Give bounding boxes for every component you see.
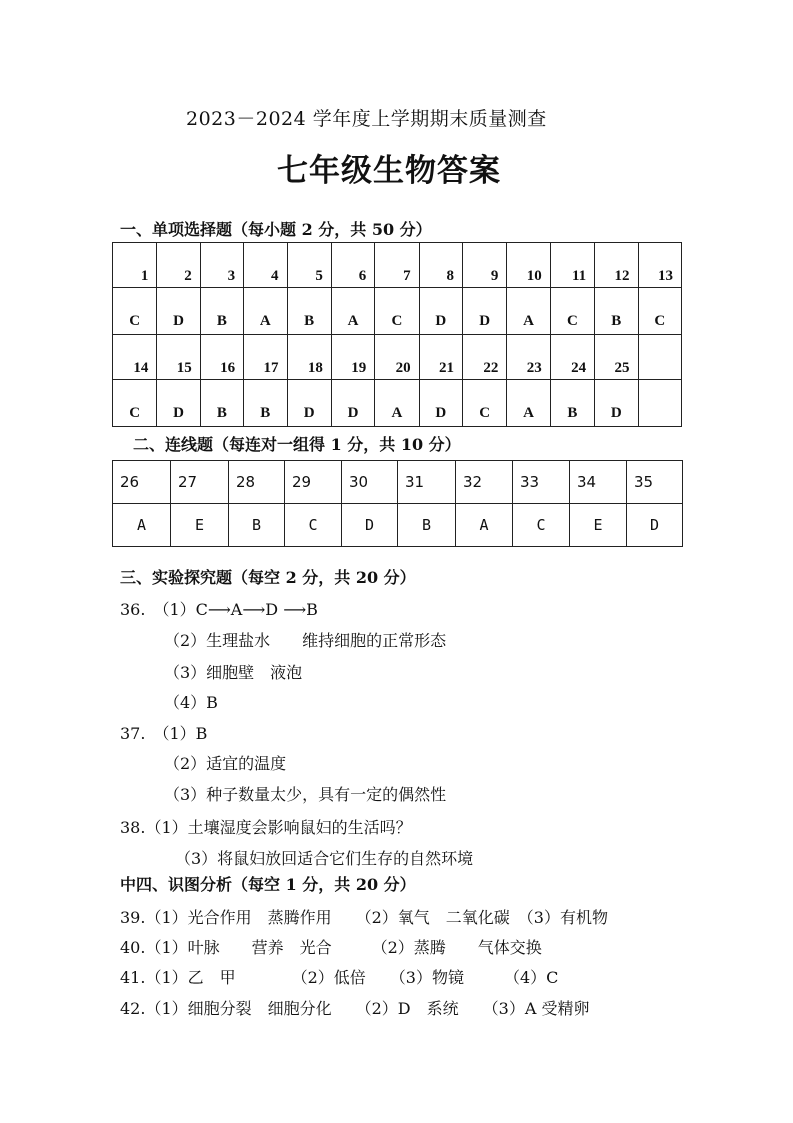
answer-row bbox=[113, 380, 682, 427]
question-number-cell: 28 bbox=[229, 461, 285, 504]
question-number-cell: 35 bbox=[627, 461, 683, 504]
question-number-cell: 15 bbox=[157, 335, 200, 380]
answer-cell: A bbox=[507, 288, 550, 335]
question-number-cell: 24 bbox=[550, 335, 594, 380]
q37-part1: 37. （1）B bbox=[120, 724, 208, 743]
answer-cell: B bbox=[200, 288, 243, 335]
multiple-choice-answer-table bbox=[112, 242, 682, 427]
question-number-cell: 1 bbox=[113, 243, 157, 288]
question-number-cell: 20 bbox=[375, 335, 419, 380]
answer-cell: D bbox=[595, 380, 638, 427]
question-number-cell: 27 bbox=[171, 461, 229, 504]
question-number-cell bbox=[638, 335, 682, 380]
q42-answer: 42.（1）细胞分裂 细胞分化 （2）D 系统 （3）A 受精卵 bbox=[120, 999, 590, 1018]
question-number-cell: 14 bbox=[113, 335, 157, 380]
answer-cell: A bbox=[507, 380, 550, 427]
q37-part2: （2）适宜的温度 bbox=[164, 754, 287, 773]
q36-part1: 36. （1）C⟶A⟶D ⟶B bbox=[120, 600, 318, 619]
answer-cell: D bbox=[157, 380, 200, 427]
answer-cell: D bbox=[419, 380, 462, 427]
question-number-row bbox=[113, 461, 683, 504]
matching-answer-table bbox=[112, 460, 683, 547]
answer-cell: B bbox=[287, 288, 331, 335]
answer-cell: D bbox=[419, 288, 462, 335]
question-number-cell: 7 bbox=[375, 243, 419, 288]
question-number-cell: 8 bbox=[419, 243, 462, 288]
question-number-cell: 13 bbox=[638, 243, 682, 288]
question-number-cell: 19 bbox=[331, 335, 374, 380]
q36-part2: （2）生理盐水 维持细胞的正常形态 bbox=[164, 631, 447, 650]
q38-part3: （3）将鼠妇放回适合它们生存的自然环境 bbox=[175, 849, 474, 868]
answer-cell: B bbox=[595, 288, 638, 335]
question-number-cell: 6 bbox=[331, 243, 374, 288]
question-number-cell: 17 bbox=[244, 335, 287, 380]
section3-heading: 三、实验探究题（每空 2 分，共 20 分） bbox=[120, 568, 416, 587]
answer-cell: A bbox=[113, 504, 171, 547]
answer-cell: D bbox=[157, 288, 200, 335]
question-number-row bbox=[113, 335, 682, 380]
answer-cell: D bbox=[627, 504, 683, 547]
answer-cell: B bbox=[244, 380, 287, 427]
answer-cell: B bbox=[200, 380, 243, 427]
question-number-cell: 12 bbox=[595, 243, 638, 288]
answer-cell: A bbox=[375, 380, 419, 427]
answer-cell: E bbox=[171, 504, 229, 547]
answer-cell: A bbox=[331, 288, 374, 335]
answer-cell: C bbox=[113, 288, 157, 335]
answer-row bbox=[113, 504, 683, 547]
answer-cell: C bbox=[638, 288, 682, 335]
answer-cell: D bbox=[331, 380, 374, 427]
answer-cell: D bbox=[287, 380, 331, 427]
answer-cell: B bbox=[550, 380, 594, 427]
q37-part3: （3）种子数量太少，具有一定的偶然性 bbox=[164, 785, 447, 804]
question-number-cell: 34 bbox=[570, 461, 627, 504]
answer-cell: C bbox=[550, 288, 594, 335]
exam-subtitle: 2023－2024 学年度上学期期末质量测查 bbox=[186, 108, 547, 130]
question-number-cell: 5 bbox=[287, 243, 331, 288]
answer-cell: C bbox=[463, 380, 507, 427]
q41-answer: 41.（1）乙 甲 （2）低倍 （3）物镜 （4）C bbox=[120, 968, 559, 987]
question-number-cell: 25 bbox=[595, 335, 638, 380]
answer-cell: A bbox=[244, 288, 287, 335]
answer-cell bbox=[638, 380, 682, 427]
question-number-cell: 21 bbox=[419, 335, 462, 380]
answer-cell: B bbox=[229, 504, 285, 547]
answer-cell: D bbox=[342, 504, 398, 547]
answer-cell: A bbox=[456, 504, 513, 547]
answer-cell: D bbox=[463, 288, 507, 335]
answer-cell: B bbox=[398, 504, 456, 547]
question-number-cell: 10 bbox=[507, 243, 550, 288]
q36-part4: （4）B bbox=[164, 693, 218, 712]
question-number-cell: 26 bbox=[113, 461, 171, 504]
answer-cell: E bbox=[570, 504, 627, 547]
question-number-cell: 32 bbox=[456, 461, 513, 504]
section2-heading: 二、连线题（每连对一组得 1 分，共 10 分） bbox=[133, 435, 461, 454]
answer-cell: C bbox=[375, 288, 419, 335]
q40-answer: 40.（1）叶脉 营养 光合 （2）蒸腾 气体交换 bbox=[120, 938, 542, 957]
section1-heading: 一、单项选择题（每小题 2 分，共 50 分） bbox=[120, 220, 432, 239]
question-number-row bbox=[113, 243, 682, 288]
question-number-cell: 4 bbox=[244, 243, 287, 288]
answer-row bbox=[113, 288, 682, 335]
question-number-cell: 9 bbox=[463, 243, 507, 288]
question-number-cell: 11 bbox=[550, 243, 594, 288]
question-number-cell: 23 bbox=[507, 335, 550, 380]
question-number-cell: 3 bbox=[200, 243, 243, 288]
answer-cell: C bbox=[285, 504, 342, 547]
question-number-cell: 33 bbox=[513, 461, 570, 504]
q39-answer: 39.（1）光合作用 蒸腾作用 （2）氧气 二氧化碳 （3）有机物 bbox=[120, 908, 608, 927]
question-number-cell: 16 bbox=[200, 335, 243, 380]
question-number-cell: 18 bbox=[287, 335, 331, 380]
page-title: 七年级生物答案 bbox=[277, 153, 501, 189]
answer-cell: C bbox=[513, 504, 570, 547]
answer-cell: C bbox=[113, 380, 157, 427]
question-number-cell: 22 bbox=[463, 335, 507, 380]
section4-heading: 中四、识图分析（每空 1 分，共 20 分） bbox=[120, 875, 416, 894]
q36-part3: （3）细胞壁 液泡 bbox=[164, 663, 303, 682]
question-number-cell: 2 bbox=[157, 243, 200, 288]
question-number-cell: 30 bbox=[342, 461, 398, 504]
question-number-cell: 31 bbox=[398, 461, 456, 504]
question-number-cell: 29 bbox=[285, 461, 342, 504]
q38-part1: 38.（1）土壤湿度会影响鼠妇的生活吗？ bbox=[120, 818, 412, 837]
